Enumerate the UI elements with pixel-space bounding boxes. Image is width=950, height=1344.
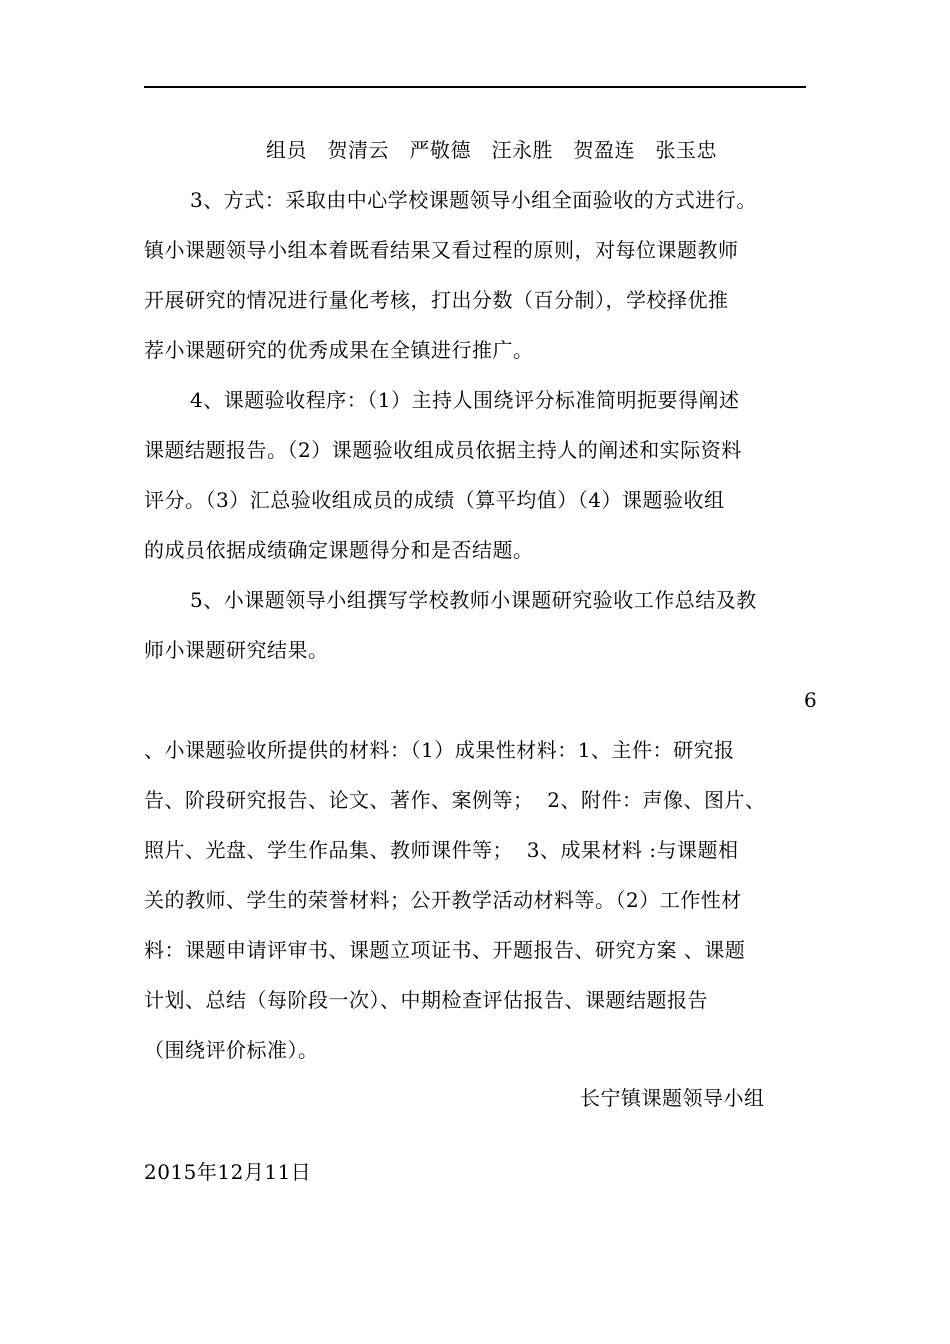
date: 2015年12月11日	[144, 1160, 312, 1184]
header-rule	[144, 86, 806, 88]
para4-line-2: 课题结题报告。（2）课题验收组成员依据主持人的阐述和实际资料	[144, 438, 742, 462]
para4-line-1: 4、课题验收程序：（1）主持人围绕评分标准简明扼要得阐述	[190, 388, 740, 412]
para6-line-4: 关的教师、学生的荣誉材料；公开教学活动材料等。（2）工作性材	[144, 888, 742, 912]
para5-line-1: 5、小课题领导小组撰写学校教师小课题研究验收工作总结及教	[190, 588, 757, 612]
para6-line-3: 照片、光盘、学生作品集、教师课件等； 3、成果材料 :与课题相	[144, 838, 739, 862]
para6-line-1: 、小课题验收所提供的材料：（1）成果性材料：1、主件：研究报	[144, 738, 735, 762]
para3-line-3: 开展研究的情况进行量化考核，打出分数（百分制），学校择优推	[144, 288, 729, 312]
para3-line-1: 3、方式：采取由中心学校课题领导小组全面验收的方式进行。	[190, 188, 757, 212]
signature: 长宁镇课题领导小组	[580, 1086, 765, 1110]
para3-line-2: 镇小课题领导小组本着既看结果又看过程的原则，对每位课题教师	[144, 238, 739, 262]
para5-line-2: 师小课题研究结果。	[144, 638, 329, 662]
para6-number: 6	[804, 688, 818, 712]
para3-line-4: 荐小课题研究的优秀成果在全镇进行推广。	[144, 338, 534, 362]
para6-line-6: 计划、总结（每阶段一次）、中期检查评估报告、课题结题报告	[144, 988, 708, 1012]
para6-line-5: 料：课题申请评审书、课题立项证书、开题报告、研究方案 、课题	[144, 938, 746, 962]
para4-line-4: 的成员依据成绩确定课题得分和是否结题。	[144, 538, 534, 562]
para4-line-3: 评分。（3）汇总验收组成员的成绩（算平均值）（4）课题验收组	[144, 488, 725, 512]
para6-line-2: 告、阶段研究报告、论文、著作、案例等； 2、附件：声像、图片、	[144, 788, 766, 812]
para6-line-7: （围绕评价标准）。	[144, 1038, 319, 1062]
members-line: 组员 贺清云 严敬德 汪永胜 贺盈连 张玉忠	[266, 138, 717, 162]
